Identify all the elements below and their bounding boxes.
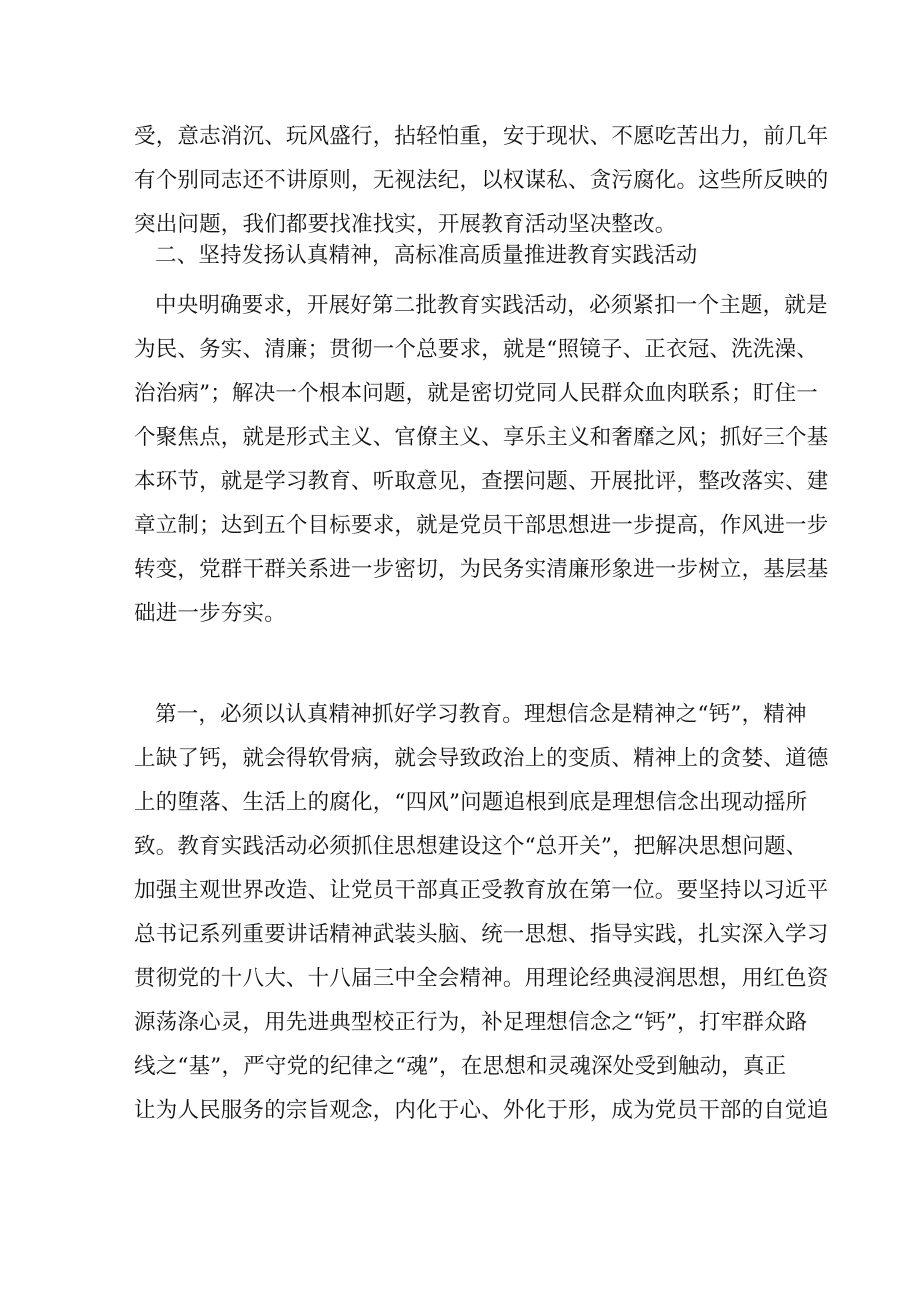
paragraph-line: 源荡涤心灵，用先进典型校正行为，补足理想信念之“钙”，打牢群众路 <box>134 1010 808 1035</box>
paragraph-1 <box>134 115 829 247</box>
paragraph-line: 转变，党群干群关系进一步密切，为民务实清廉形象进一步树立，基层基 <box>134 557 829 582</box>
paragraph-3 <box>134 693 829 1133</box>
paragraph-line: 受，意志消沉、玩风盛行，拈轻怕重，安于现状、不愿吃苦出力，前几年 <box>134 124 829 149</box>
paragraph-line: 让为人民服务的宗旨观念，内化于心、外化于形，成为党员干部的自觉追 <box>134 1098 829 1123</box>
paragraph-line: 治治病”；解决一个根本问题，就是密切党同人民群众血肉联系；盯住一 <box>134 381 818 406</box>
paragraph-line: 总书记系列重要讲话精神武装头脑、统一思想、指导实践，扎实深入学习 <box>134 922 829 947</box>
paragraph-line: 加强主观世界改造、让党员干部真正受教育放在第一位。要坚持以习近平 <box>134 878 829 903</box>
paragraph-line: 个聚焦点，就是形式主义、官僚主义、享乐主义和奢靡之风；抓好三个基 <box>134 425 829 450</box>
paragraph-line: 为民、务实、清廉；贯彻一个总要求，就是“照镜子、正衣冠、洗洗澡、 <box>134 337 818 362</box>
paragraph-line: 本环节，就是学习教育、听取意见，查摆问题、开展批评，整改落实、建 <box>134 469 829 494</box>
paragraph-line: 础进一步夯实。 <box>134 601 286 626</box>
paragraph-line: 突出问题，我们都要找准找实，开展教育活动坚决整改。 <box>134 212 677 237</box>
paragraph-line: 中央明确要求，开展好第二批教育实践活动，必须紧扣一个主题，就是 <box>155 293 828 318</box>
paragraph-line: 贯彻党的十八大、十八届三中全会精神。用理论经典浸润思想，用红色资 <box>134 966 829 991</box>
heading-line: 二、坚持发扬认真精神，高标准高质量推进教育实践活动 <box>155 243 698 268</box>
paragraph-line: 线之“基”，严守党的纪律之“魂”，在思想和灵魂深处受到触动，真正 <box>134 1054 787 1079</box>
paragraph-line: 有个别同志还不讲原则，无视法纪，以权谋私、贪污腐化。这些所反映的 <box>134 168 829 193</box>
paragraph-line: 上缺了钙，就会得软骨病，就会导致政治上的变质、精神上的贪婪、道德 <box>134 746 829 771</box>
paragraph-2 <box>134 284 829 636</box>
section-heading-2 <box>134 234 786 278</box>
paragraph-line: 上的堕落、生活上的腐化，“四风”问题追根到底是理想信念出现动摇所 <box>134 790 808 815</box>
paragraph-line: 第一，必须以认真精神抓好学习教育。理想信念是精神之“钙”，精神 <box>155 702 807 727</box>
paragraph-line: 章立制；达到五个目标要求，就是党员干部思想进一步提高，作风进一步 <box>134 513 829 538</box>
paragraph-line: 致。教育实践活动必须抓住思想建设这个“总开关”，把解决思想问题、 <box>134 834 808 859</box>
